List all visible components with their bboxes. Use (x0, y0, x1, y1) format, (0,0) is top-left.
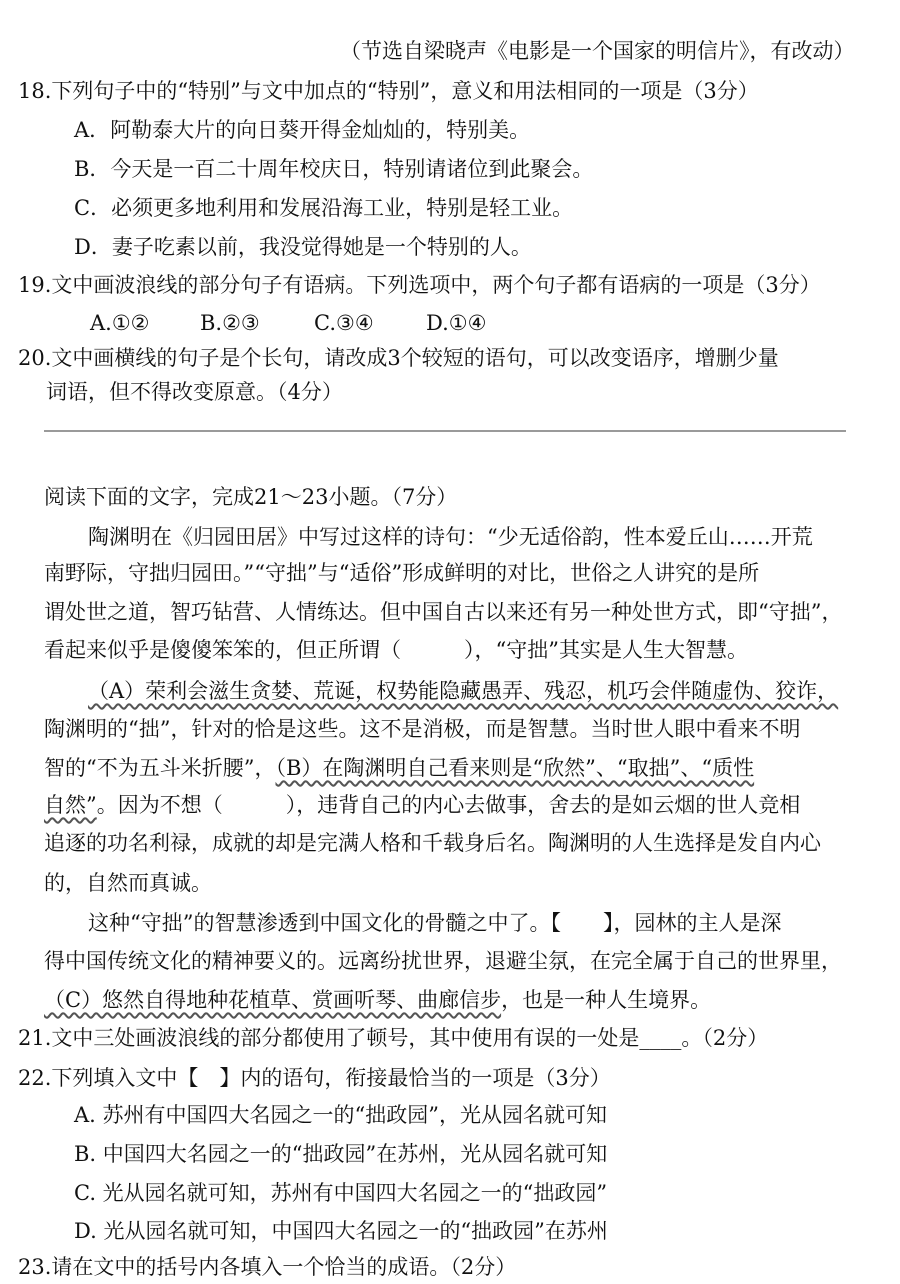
passage-p3-line-2: 得中国传统文化的精神要义的。远离纷扰世界，退避尘氛，在完全属于自己的世界里， (44, 949, 842, 973)
question-22-option-b: B. 中国四大名园之一的“拙政园”在苏州，光从园名就可知 (74, 1142, 608, 1166)
passage-p2-line-2: 陶渊明的“拙”，针对的恰是这些。这不是消极，而是智慧。当时世人眼中看来不明 (44, 717, 801, 741)
passage-p3-line-3 (44, 985, 711, 1015)
question-22-option-d: D. 光从园名就可知，中国四大名园之一的“拙政园”在苏州 (74, 1219, 608, 1243)
question-18-option-a: A．阿勒泰大片的向日葵开得金灿灿的，特别美。 (74, 118, 531, 142)
passage-p2-wavy-b: （B）在陶渊明自己看来则是“欣然”、“取拙”、“质性 (275, 756, 755, 780)
passage-p2-line-1-wavy-a: （A）荣利会滋生贪婪、荒诞，权势能隐藏愚弄、残忍，机巧会伴随虚伪、狡诈， (88, 679, 839, 703)
question-20-line-2: 词语，但不得改变原意。（4分） (46, 380, 343, 404)
passage-p2-line-3-plain: 智的“不为五斗米折腰”， (44, 756, 276, 780)
passage-p1-line-3: 谓处世之道，智巧钻营、人情练达。但中国自古以来还有另一种处世方式，即“守拙”， (44, 600, 843, 624)
passage-p2-line-4 (44, 790, 800, 820)
question-21: 21.文中三处画波浪线的部分都使用了顿号，其中使用有误的一处是____。（2分） (18, 1026, 769, 1050)
question-19-option-c: C.③④ (314, 311, 374, 335)
question-19-stem: 19.文中画波浪线的部分句子有语病。下列选项中，两个句子都有语病的一项是（3分） (18, 273, 821, 297)
passage-p1-line-1: 陶渊明在《归园田居》中写过这样的诗句：“少无适俗韵，性本爱丘山……开荒 (88, 525, 813, 549)
question-18-option-c: C．必须更多地利用和发展沿海工业，特别是轻工业。 (74, 196, 574, 220)
passage-p2-wavy-b-end: 自然” (44, 793, 97, 817)
passage-p1-line-4: 看起来似乎是傻傻笨笨的，但正所谓（ ），“守拙”其实是人生大智慧。 (44, 638, 748, 662)
passage-p3-line-3-plain: ，也是一种人生境界。 (501, 988, 712, 1012)
passage-p3-line-1: 这种“守拙”的智慧渗透到中国文化的骨髓之中了。【 】，园林的主人是深 (88, 911, 782, 935)
source-citation: （节选自梁晓声《电影是一个国家的明信片》，有改动） (340, 39, 855, 63)
passage-p2-line-3 (44, 753, 754, 783)
question-20-line-1: 20.文中画横线的句子是个长句，请改成3个较短的语句，可以改变语序，增删少量 (18, 346, 779, 370)
section-divider (44, 430, 846, 432)
question-19-option-b: B.②③ (200, 311, 260, 335)
passage-p2-line-5: 追逐的功名利禄，成就的却是完满人格和千载身后名。陶渊明的人生选择是发自内心 (44, 831, 821, 855)
question-18-option-d: D．妻子吃素以前，我没觉得她是一个特别的人。 (74, 235, 532, 259)
question-18-option-b: B．今天是一百二十周年校庆日，特别请诸位到此聚会。 (74, 157, 594, 181)
passage-intro: 阅读下面的文字，完成21～23小题。（7分） (44, 485, 458, 509)
question-23: 23.请在文中的括号内各填入一个恰当的成语。（2分） (18, 1255, 517, 1279)
question-19-option-a: A.①② (90, 311, 150, 335)
passage-p3-wavy-c: （C）悠然自得地种花植草、赏画听琴、曲廊信步 (44, 988, 502, 1012)
passage-p2-line-4-plain: 。因为不想（ ），违背自己的内心去做事，舍去的是如云烟的世人竞相 (96, 793, 801, 817)
question-22-option-c: C. 光从园名就可知，苏州有中国四大名园之一的“拙政园” (74, 1181, 608, 1205)
question-22-stem: 22.下列填入文中【 】内的语句，衔接最恰当的一项是（3分） (18, 1066, 611, 1090)
question-22-option-a: A. 苏州有中国四大名园之一的“拙政园”，光从园名就可知 (74, 1103, 607, 1127)
question-18-stem: 18.下列句子中的“特别”与文中加点的“特别”，意义和用法相同的一项是（3分） (18, 79, 759, 103)
passage-p1-line-2: 南野际，守拙归园田。”“守拙”与“适俗”形成鲜明的对比，世俗之人讲究的是所 (44, 561, 760, 585)
question-19-options (90, 308, 486, 338)
passage-p2-line-6: 的，自然而真诚。 (44, 871, 212, 895)
question-19-option-d: D.①④ (426, 311, 487, 335)
